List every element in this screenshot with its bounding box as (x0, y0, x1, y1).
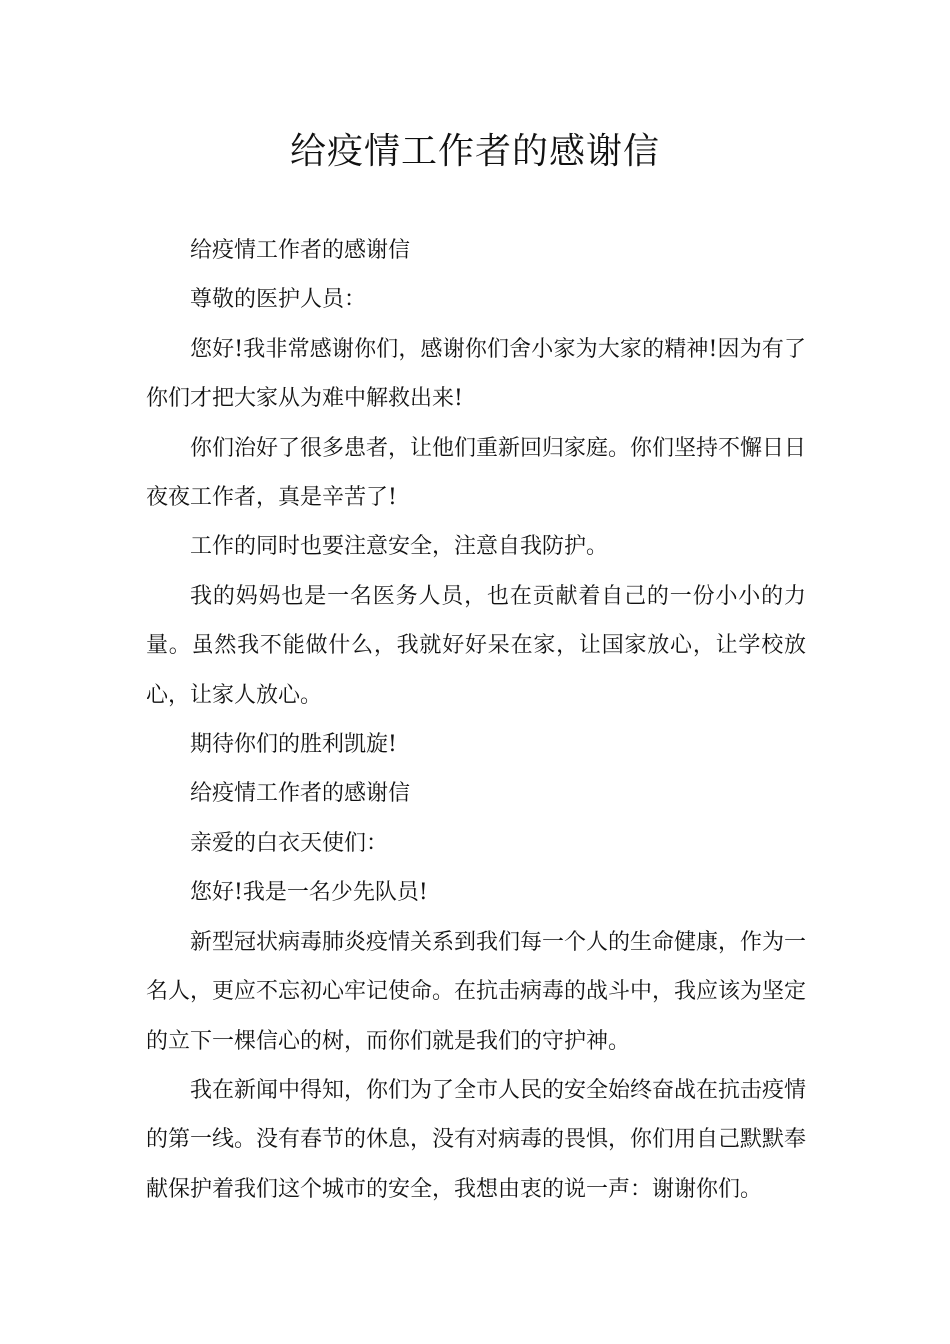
paragraph-salutation: 亲爱的白衣天使们： (190, 830, 389, 856)
paragraph-heading: 给疫情工作者的感谢信 (190, 781, 411, 807)
paragraph: 您好!我非常感谢你们，感谢你们舍小家为大家的精神!因为有了你们才把大家从为难中解救出来! (146, 336, 806, 412)
document-body (146, 226, 806, 1214)
paragraph: 工作的同时也要注意安全，注意自我防护。 (190, 534, 609, 560)
paragraph: 新型冠状病毒肺炎疫情关系到我们每一个人的生命健康，作为一名人，更应不忘初心牢记使命。在抗击病毒的战斗中，我应该为坚定的立下一棵信心的树，而你们就是我们的守护神。 (146, 929, 807, 1054)
paragraph: 我的妈妈也是一名医务人员，也在贡献着自己的一份小小的力量。虽然我不能做什么，我就好好呆在家，让国家放心，让学校放心，让家人放心。 (146, 583, 806, 708)
paragraph: 您好!我是一名少先队员! (190, 880, 428, 906)
paragraph-salutation: 尊敬的医护人员： (190, 287, 367, 313)
document-title: 给疫情工作者的感谢信 (289, 131, 660, 172)
paragraph-closing: 期待你们的胜利凯旋! (190, 732, 397, 758)
paragraph-heading: 给疫情工作者的感谢信 (190, 238, 411, 263)
paragraph: 我在新闻中得知，你们为了全市人民的安全始终奋战在抗击疫情的第一线。没有春节的休息，没有对病毒的畏惧，你们用自己默默奉献保护着我们这个城市的安全，我想由衷的说一声：谢谢你们。 (146, 1077, 807, 1202)
paragraph: 你们治好了很多患者，让他们重新回归家庭。你们坚持不懈日日夜夜工作者，真是辛苦了! (146, 435, 807, 511)
